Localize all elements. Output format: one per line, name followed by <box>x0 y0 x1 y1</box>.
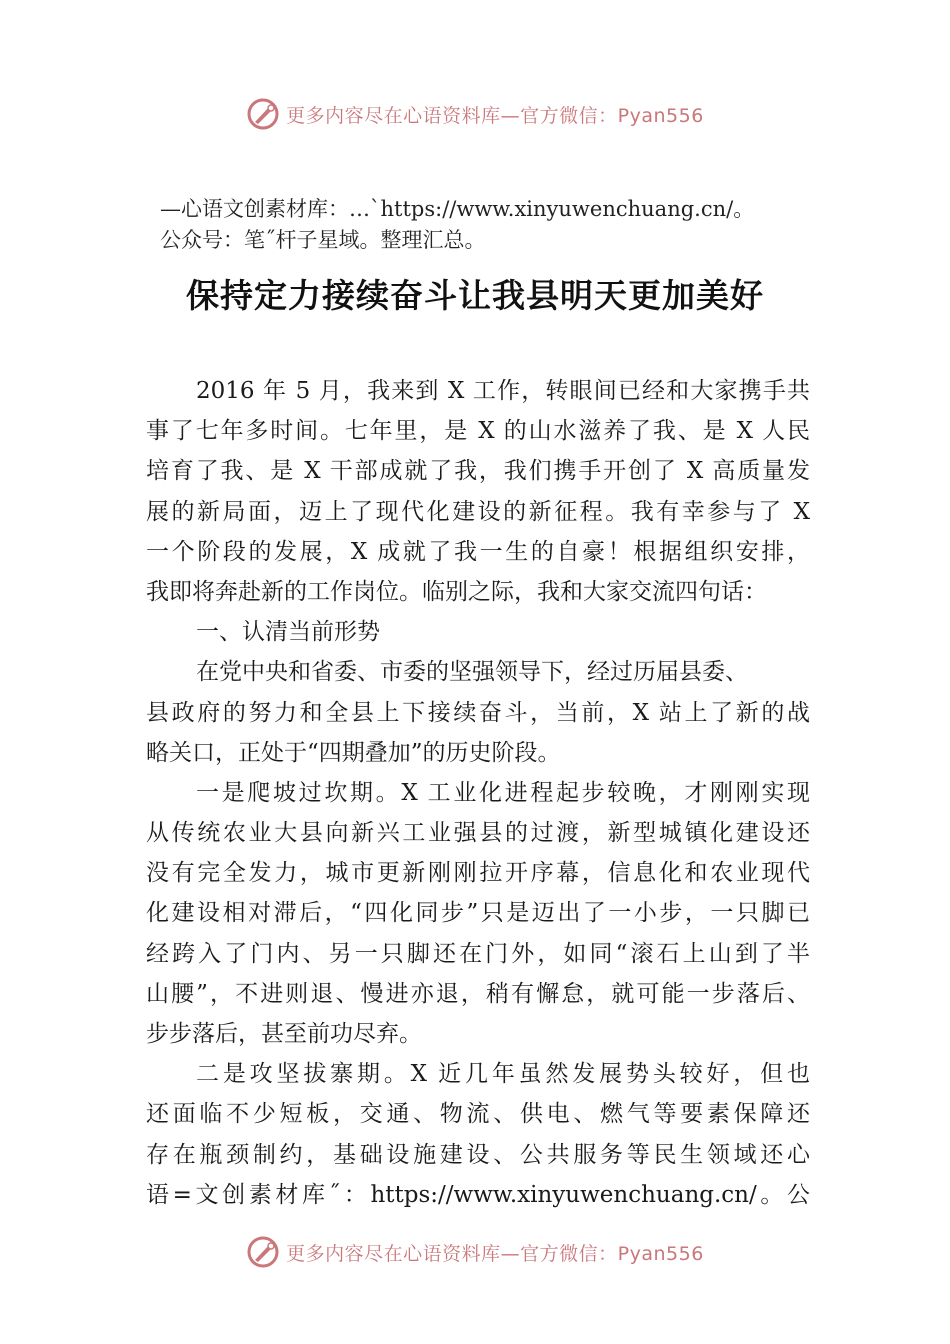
body-line: 一个阶段的发展，X 成就了我一生的自豪！根据组织安排， <box>146 538 810 565</box>
brush-logo-icon <box>246 1235 280 1269</box>
body-line: 还面临不少短板，交通、物流、供电、燃气等要素保障还 <box>146 1101 810 1128</box>
body-line: 展的新局面，迈上了现代化建设的新征程。我有幸参与了 X <box>146 498 810 525</box>
document-body <box>146 371 810 1215</box>
header-watermark-banner <box>0 92 950 136</box>
body-line: 山腰”，不进则退、慢进亦退，稍有懈怠，就可能一步落后、 <box>146 980 810 1007</box>
body-line: 培育了我、是 X 干部成就了我，我们携手开创了 X 高质量发 <box>146 458 810 485</box>
footer-watermark-banner <box>0 1230 950 1274</box>
document-title: 保持定力接续奋斗让我县明天更加美好 <box>186 276 764 315</box>
body-line: 县政府的努力和全县上下接续奋斗，当前，X 站上了新的战 <box>146 699 810 726</box>
body-line: 2016 年 5 月，我来到 X 工作，转眼间已经和大家携手共 <box>196 378 810 404</box>
banner-text: 更多内容尽在心语资料库—官方微信：Pyan556 <box>286 1242 704 1265</box>
body-line: 我即将奔赴新的工作岗位。临别之际，我和大家交流四句话： <box>146 578 767 605</box>
body-line: 存在瓶颈制约，基础设施建设、公共服务等民生领域还心 <box>146 1141 810 1168</box>
body-line: 语=文创素材库˝：https://www.xinyuwenchuang.cn/。公 <box>146 1181 810 1208</box>
source-line-account: 公众号：笔˝杆子星域。整理汇总。 <box>160 228 486 252</box>
body-line: 二是攻坚拔寨期。X 近几年虽然发展势头较好，但也 <box>196 1061 810 1088</box>
body-line: 事了七年多时间。七年里，是 X 的山水滋养了我、是 X 人民 <box>146 418 810 445</box>
body-line: 一是爬坡过坎期。X 工业化进程起步较晚，才刚刚实现 <box>196 779 810 806</box>
body-line: 经跨入了门内、另一只脚还在门外，如同“滚石上山到了半 <box>146 940 810 967</box>
body-line: 没有完全发力，城市更新刚刚拉开序幕，信息化和农业现代 <box>146 860 810 887</box>
body-line: 略关口，正处于“四期叠加”的历史阶段。 <box>146 739 561 766</box>
body-line: 步步落后，甚至前功尽弃。 <box>146 1021 422 1047</box>
body-line: 在党中央和省委、市委的坚强领导下，经过历届县委、 <box>196 659 748 686</box>
source-line-website: —心语文创素材库：…`https://www.xinyuwenchuang.cn/。 <box>160 197 755 221</box>
section-heading: 一、认清当前形势 <box>196 619 380 646</box>
banner-text: 更多内容尽在心语资料库—官方微信：Pyan556 <box>286 104 704 127</box>
body-line: 化建设相对滞后，“四化同步”只是迈出了一小步，一只脚已 <box>146 900 810 927</box>
brush-logo-icon <box>246 97 280 131</box>
body-line: 从传统农业大县向新兴工业强县的过渡，新型城镇化建设还 <box>146 820 810 847</box>
